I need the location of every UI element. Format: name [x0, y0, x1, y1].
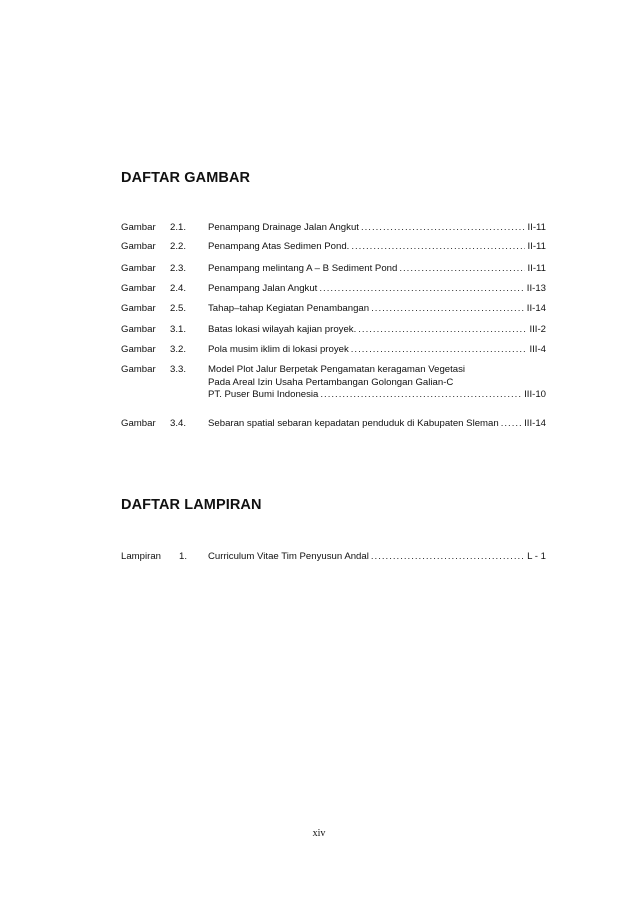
entry-number: 3.3. — [170, 364, 187, 375]
entry-title: Penampang melintang A – B Sediment Pond — [208, 263, 398, 274]
entry-label: Lampiran — [121, 551, 161, 562]
daftar-lampiran-heading: DAFTAR LAMPIRAN — [121, 497, 262, 513]
entry-label: Gambar — [121, 344, 156, 355]
entry-label: Gambar — [121, 283, 156, 294]
dot-leader — [351, 241, 524, 254]
entry-title: Curriculum Vitae Tim Penyusun Andal — [208, 551, 369, 562]
dot-leader — [351, 344, 527, 357]
entry-number: 2.4. — [170, 283, 187, 294]
dot-leader — [319, 283, 523, 296]
entry-number: 2.5. — [170, 303, 187, 314]
entry-title-line-2: Pada Areal Izin Usaha Pertambangan Golongan Galian-C — [208, 376, 454, 388]
daftar-gambar-heading: DAFTAR GAMBAR — [121, 170, 251, 186]
entry-label: Gambar — [121, 418, 156, 429]
entry-number: 3.2. — [170, 344, 187, 355]
dot-leader — [501, 418, 521, 431]
entry-number: 2.2. — [170, 241, 187, 252]
entry-page: III-14 — [524, 418, 546, 429]
entry-page: II-14 — [526, 303, 546, 314]
entry-title: Penampang Drainage Jalan Angkut — [208, 222, 359, 233]
entry-page: II-11 — [527, 241, 546, 252]
entry-label: Gambar — [121, 324, 156, 335]
entry-page: II-11 — [527, 263, 546, 274]
page-number: xiv — [312, 828, 326, 839]
entry-label: Gambar — [121, 222, 156, 233]
dot-leader — [320, 389, 521, 402]
entry-number: 3.4. — [170, 418, 187, 429]
entry-title: Batas lokasi wilayah kajian proyek. — [208, 324, 357, 335]
entry-number: 3.1. — [170, 324, 187, 335]
entry-page: II-11 — [527, 222, 546, 233]
dot-leader — [371, 551, 524, 564]
entry-label: Gambar — [121, 241, 156, 252]
entry-label: Gambar — [121, 303, 156, 314]
entry-title: Penampang Jalan Angkut — [208, 283, 318, 294]
entry-page: III-4 — [529, 344, 546, 355]
entry-title: Penampang Atas Sedimen Pond. — [208, 241, 350, 252]
entry-title: Sebaran spatial sebaran kepadatan penduduk di Kabupaten Sleman — [208, 418, 499, 429]
entry-page: II-13 — [526, 283, 546, 294]
entry-label: Gambar — [121, 364, 156, 375]
entry-page: III-2 — [529, 324, 546, 335]
dot-leader — [358, 324, 526, 337]
entry-number: 2.1. — [170, 222, 187, 233]
entry-page: L - 1 — [527, 551, 546, 562]
entry-title-line-3: PT. Puser Bumi Indonesia — [208, 389, 319, 400]
entry-title: Tahap–tahap Kegiatan Penambangan — [208, 303, 370, 314]
entry-number: 2.3. — [170, 263, 187, 274]
entry-title: Pola musim iklim di lokasi proyek — [208, 344, 349, 355]
entry-page: III-10 — [524, 389, 546, 400]
entry-title-line-1: Model Plot Jalur Berpetak Pengamatan keragaman Vegetasi — [208, 364, 466, 375]
dot-leader — [361, 222, 525, 235]
dot-leader — [399, 263, 524, 276]
dot-leader — [371, 303, 524, 316]
entry-label: Gambar — [121, 263, 156, 274]
entry-number: 1. — [179, 551, 188, 562]
